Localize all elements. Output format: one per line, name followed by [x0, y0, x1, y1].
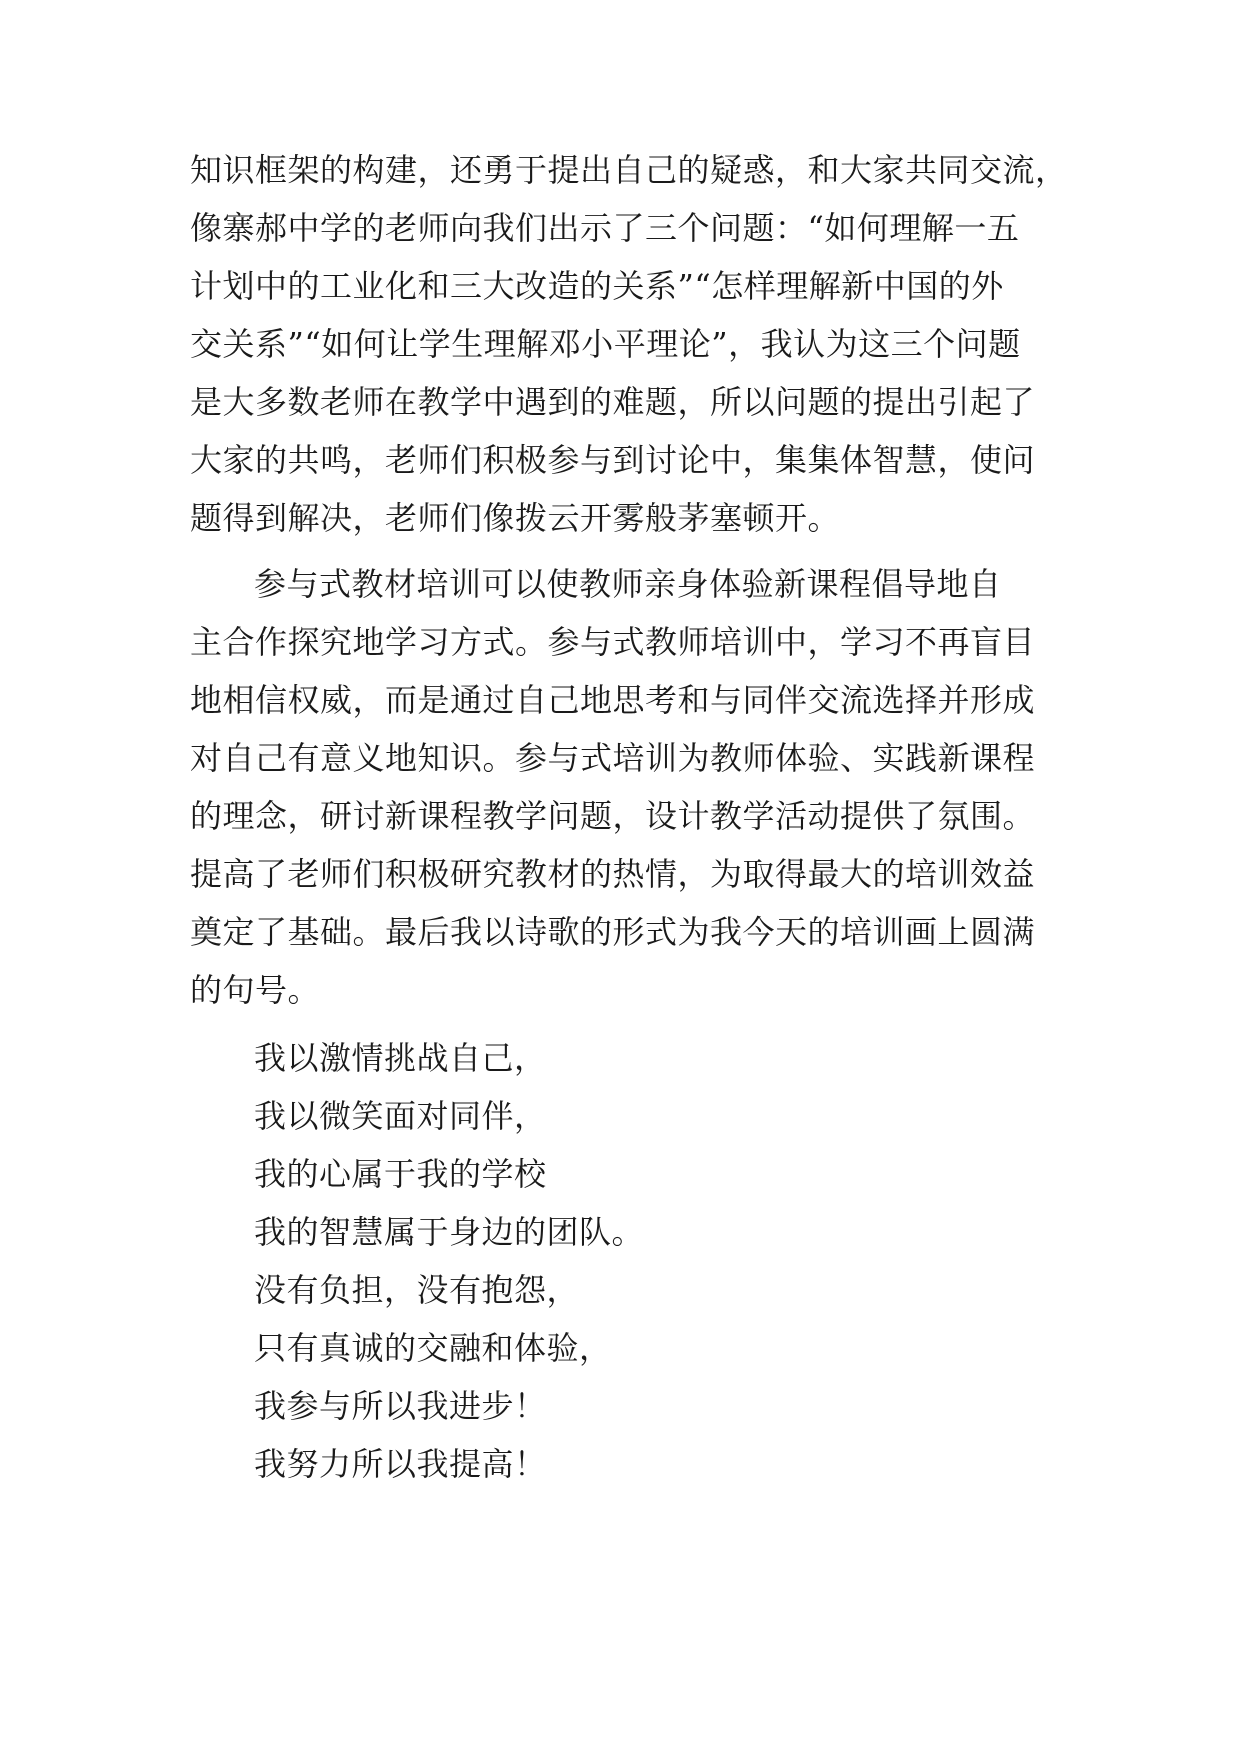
paragraph-2-line-3: 地相信权威，而是通过自己地思考和与同伴交流选择并形成	[190, 681, 1036, 719]
poem-line-6: 只有真诚的交融和体验，	[254, 1329, 612, 1367]
paragraph-2-line-2: 主合作探究地学习方式。参与式教师培训中，学习不再盲目	[190, 623, 1036, 661]
paragraph-1-line-5: 是大多数老师在教学中遇到的难题，所以问题的提出引起了	[190, 383, 1036, 421]
paragraph-2-line-7: 奠定了基础。最后我以诗歌的形式为我今天的培训画上圆满	[190, 913, 1036, 951]
poem-line-5: 没有负担，没有抱怨，	[254, 1271, 580, 1309]
paragraph-2-line-4: 对自己有意义地知识。参与式培训为教师体验、实践新课程	[190, 739, 1036, 777]
paragraph-2-line-1: 参与式教材培训可以使教师亲身体验新课程倡导地自	[254, 565, 1002, 603]
paragraph-1-line-6: 大家的共鸣，老师们积极参与到讨论中，集集体智慧，使问	[190, 441, 1036, 479]
paragraph-2-line-5: 的理念，研讨新课程教学问题，设计教学活动提供了氛围。	[190, 797, 1036, 835]
paragraph-2-line-8: 的句号。	[190, 971, 321, 1009]
poem-line-4: 我的智慧属于身边的团队。	[254, 1213, 645, 1251]
paragraph-1-line-1: 知识框架的构建，还勇于提出自己的疑惑，和大家共同交流，	[190, 151, 1068, 189]
paragraph-2-line-6: 提高了老师们积极研究教材的热情，为取得最大的培训效益	[190, 855, 1036, 893]
poem-line-1: 我以激情挑战自己，	[254, 1039, 547, 1077]
poem-line-2: 我以微笑面对同伴，	[254, 1097, 547, 1135]
paragraph-1-line-7: 题得到解决，老师们像拨云开雾般茅塞顿开。	[190, 499, 841, 537]
poem-line-8: 我努力所以我提高！	[254, 1445, 547, 1483]
paragraph-1-line-2: 像寨郝中学的老师向我们出示了三个问题：“如何理解一五	[190, 209, 1020, 247]
poem-line-7: 我参与所以我进步！	[254, 1387, 547, 1425]
poem-line-3: 我的心属于我的学校	[254, 1155, 547, 1193]
paragraph-1-line-3: 计划中的工业化和三大改造的关系”“怎样理解新中国的外	[190, 267, 1004, 305]
paragraph-1-line-4: 交关系”“如何让学生理解邓小平理论”，我认为这三个问题	[190, 325, 1021, 363]
